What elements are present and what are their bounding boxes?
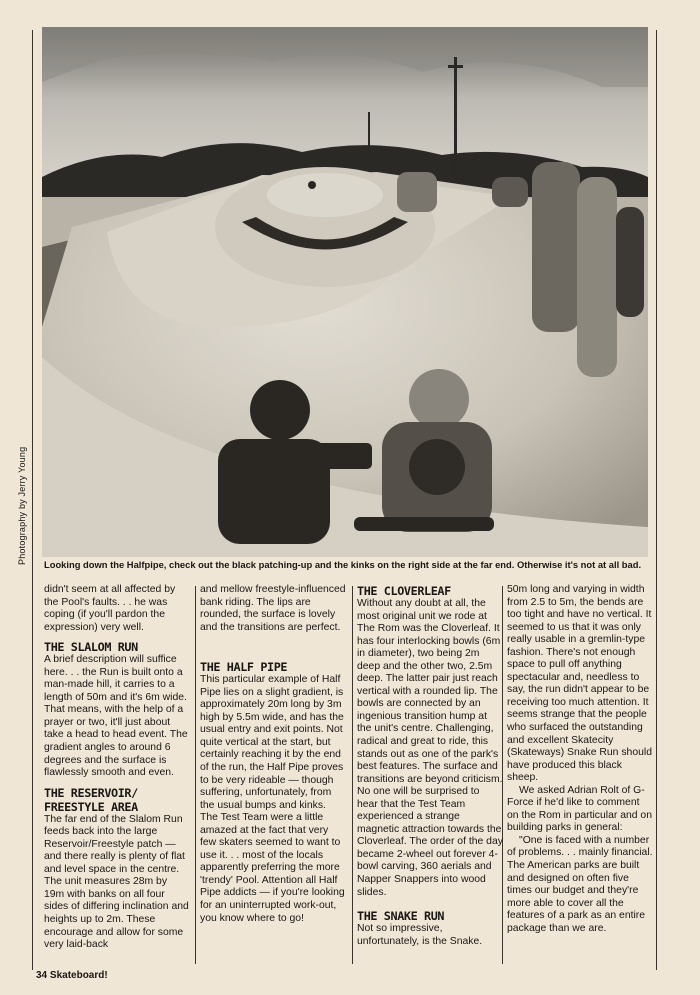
halfpipe-photo-image: [42, 27, 648, 557]
heading-snake-run: THE SNAKE RUN: [357, 909, 445, 924]
paragraph-snake-continued: 50m long and varying in width from 2.5 to 5m, the bends are too tight and have no vertical. It seemed to us that it was only really usable in a gremlin-type fashion. There's not enough space to pull off anything spectacular and, needless to say, the run didn't appear to be receiving too much attention. It seems strange that the people who surfaced the outstanding and excellent Skatecity (Skateways) Snake Run should have produced this black sheep.: [507, 584, 652, 784]
column-rule: [352, 586, 353, 964]
photo-caption: Looking down the Halfpipe, check out the black patching-up and the kinks on the right side at the far end. Otherwise it's not at all bad.: [44, 559, 642, 570]
paragraph-slalom-run: A brief description will suffice here. . . the Run is built onto a man-made hill, it carries to a length of 50m and it's 6m wide. That means, with the help of a prayer or two, it'll just about take a head to head event. The gradient angles to around 6 degrees and the surface is flawlessly smooth and even.: [44, 654, 188, 779]
photo-credit: Photography by Jerry Young: [17, 446, 27, 565]
heading-half-pipe: THE HALF PIPE: [200, 660, 288, 675]
article-column-3: [357, 584, 503, 969]
heading-cloverleaf: THE CLOVERLEAF: [357, 584, 451, 598]
page-folio: 34 Skateboard!: [36, 970, 108, 981]
article-column-4: [507, 584, 653, 969]
paragraph-adrian-rolt: We asked Adrian Rolt of G-Force if he'd like to comment on the Rom in particular and on building parks in general:: [507, 784, 652, 834]
page-frame-left-rule: [32, 30, 33, 970]
paragraph-freestyle-continued: and mellow freestyle-influenced bank riding. The lips are rounded, the surface is lovely and the transitions are perfect.: [200, 584, 346, 633]
paragraph-cloverleaf: Without any doubt at all, the most original unit we rode at The Rom was the Cloverleaf. It has four interlocking bowls (6m in diameter), two being 2m deep and the other two, 2.5m deep. The latter pair just reach vertical with a rounded lip. The bowls are connected by an ingenious transition hump at the unit's centre. Challenging, radical and great to ride, this stands out as one of the park's best features. The surface and transitions are beyond criticism. No one will be surprised to hear that the Test Team experienced a strange magnetic attraction towards the Cloverleaf. The order of the day became 2-wheel out forever 4-bowl carving, 360 aerials and Napper Snappers into wood slides.: [357, 598, 503, 898]
paragraph-reservoir-freestyle: The far end of the Slalom Run feeds back into the large Reservoir/Freestyle patch — and there really is plenty of flat and level space in the centre. The unit measures 28m by 19m with banks on all four sides of differing inclination and heights up to 2m. These encourage and allow for some very laid-back: [44, 813, 189, 951]
heading-reservoir-freestyle: THE RESERVOIR/ FREESTYLE AREA: [44, 785, 138, 814]
paragraph-snake-run: Not so impressive, unfortunately, is the Snake.: [357, 923, 483, 947]
paragraph-half-pipe: This particular example of Half Pipe lies on a slight gradient, is approximately 20m long by 3m high by 5.5m wide, and has the usual entry and exit points. Not quite vertical at the start, but certainly reaching it by the end of the run, the Half Pipe proves to be very rideable — though suffering, unfortunately, from the usual bumps and kinks. The Test Team were a little amazed at the fact that very few skaters seemed to want to use it. . . most of the locals apparently preferring the more 'trendy' Pool. Attention all Half Pipe addicts — if you're looking for an uninterrupted work-out, you know where to go!: [200, 674, 345, 924]
paragraph-quote: "One is faced with a number of problems. . . mainly financial. The American parks are built and designed on often five times our budget and they're more able to cover all the features of a park as an entire package than we are.: [507, 834, 653, 934]
article-column-1: [44, 584, 190, 969]
heading-slalom-run: THE SLALOM RUN: [44, 640, 138, 655]
column-rule: [195, 586, 196, 964]
article-column-2: [200, 584, 346, 969]
paragraph-pool-end: didn't seem at all affected by the Pool's faults. . . he was coping (if you'll pardon the expression) very well.: [44, 584, 176, 633]
page-frame-right-rule: [656, 30, 657, 970]
halfpipe-photograph: [42, 27, 648, 557]
